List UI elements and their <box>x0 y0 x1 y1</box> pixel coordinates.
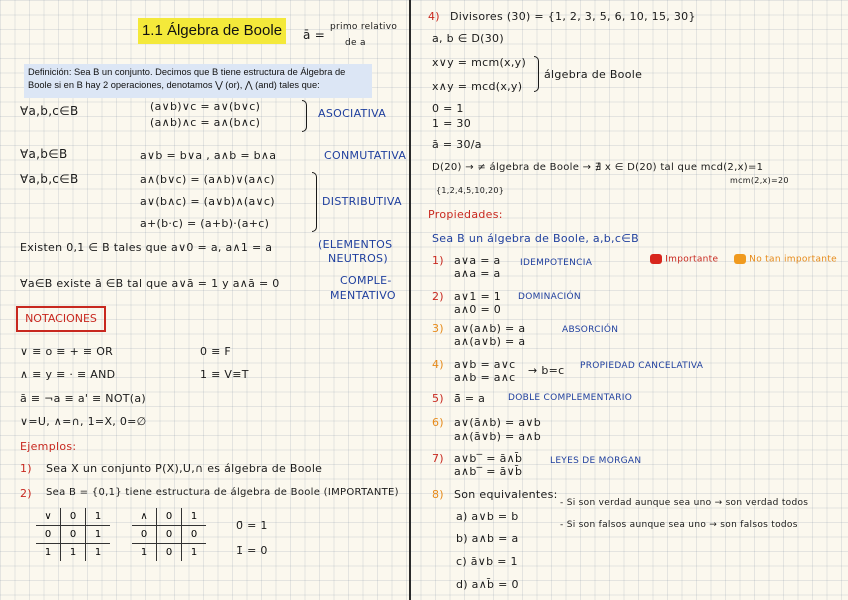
not-important-mark-icon <box>734 254 746 264</box>
prop2-f2: a∧0 = 0 <box>454 303 502 316</box>
notaciones-title: NOTACIONES <box>16 306 106 332</box>
divisors-30: Divisores (30) = {1, 2, 3, 5, 6, 10, 15, 30} <box>450 10 696 23</box>
dist-f1: a∧(b∨c) = (a∧b)∨(a∧c) <box>140 173 275 186</box>
alg-brace <box>534 56 539 92</box>
equiv-c: c) ā∨b = 1 <box>456 555 518 568</box>
prop2-f1: a∨1 = 1 <box>454 290 502 303</box>
conm-quant: ∀a,b∈B <box>20 147 68 161</box>
conm-label: CONMUTATIVA <box>324 149 407 162</box>
equiv-note-1: - Si son verdad aunque sea uno → son verdad todos <box>560 498 809 508</box>
assoc-f2: (a∧b)∧c = a∧(b∧c) <box>150 116 261 129</box>
equiv-d: d) a∧b̄ = 0 <box>456 578 519 591</box>
mcm-def: x∨y = mcm(x,y) <box>432 56 527 69</box>
legend-not-important: No tan importante <box>734 254 837 265</box>
neutral-text: Existen 0,1 ∈ B tales que a∨0 = a, a∧1 = a <box>20 241 273 254</box>
d20-mcm: mcm(2,x)=20 <box>730 176 789 185</box>
conm-f1: a∨b = b∨a , a∧b = b∧a <box>140 149 277 162</box>
prop3-f2: a∧(a∨b) = a <box>454 335 526 348</box>
prop3-label: ABSORCIÓN <box>562 325 619 335</box>
comp-label-1: COMPLE- <box>340 274 392 287</box>
page-title: 1.1 Álgebra de Boole <box>138 18 286 44</box>
equiv-b: b) a∧b = a <box>456 532 519 545</box>
definition-box <box>24 64 372 98</box>
assoc-quant: ∀a,b,c∈B <box>20 104 79 118</box>
equiv-note-2: - Si son falsos aunque sea uno → son falsos todos <box>560 520 798 530</box>
prop6-f1: a∨(ā∧b) = a∨b <box>454 416 542 429</box>
notation-right-2: 1 ≡ V≡T <box>200 368 249 381</box>
prop7-f1: a∨b‾ = ā∧b̄ <box>454 452 523 465</box>
ejemplos-title: Ejemplos: <box>20 440 77 453</box>
d20-set: {1,2,4,5,10,20} <box>436 186 505 195</box>
abar-note-1: primo relativo <box>330 22 398 32</box>
neutral-label-2: NEUTROS) <box>328 252 388 265</box>
abar-note-2: de a <box>345 38 366 48</box>
notation-2: ∧ ≡ y ≡ · ≡ AND <box>20 368 116 381</box>
assoc-f1: (a∨b)∨c = a∨(b∨c) <box>150 100 261 113</box>
notation-1: ∨ ≡ o ≡ + ≡ OR <box>20 345 114 358</box>
prop7-f2: a∧b‾ = ā∨b̄ <box>454 465 523 478</box>
assoc-label: ASOCIATIVA <box>318 107 387 120</box>
ab-in-d30: a, b ∈ D(30) <box>432 32 504 45</box>
definition-line-1: Definición: Sea B un conjunto. Decimos que B tiene estructura de Álgebra de <box>28 67 346 77</box>
prop1-f1: a∨a = a <box>454 254 501 267</box>
neutral-label-1: (ELEMENTOS <box>318 238 393 251</box>
abar-lhs: ā = <box>303 28 326 42</box>
prop4-f2: a∧b = a∧c <box>454 371 516 384</box>
comp-label-2: MENTATIVO <box>330 289 396 302</box>
abar-def: ā = 30/a <box>432 138 482 151</box>
prop-intro: Sea B un álgebra de Boole, a,b,c∈B <box>432 232 639 245</box>
comp-text: ∀a∈B existe ā ∈B tal que a∨ā = 1 y a∧ā = 0 <box>20 277 280 290</box>
important-mark-icon <box>650 254 662 264</box>
prop1-f2: a∧a = a <box>454 267 501 280</box>
definition-line-2: Boole si en B hay 2 operaciones, denotamos ⋁ (or), ⋀ (and) tales que: <box>28 80 320 90</box>
neg-zero: 0̄ = 1 <box>236 519 268 532</box>
dist-quant: ∀a,b,c∈B <box>20 172 79 186</box>
notation-4: ∨=U, ∧=∩, 1=X, 0=∅ <box>20 415 147 428</box>
equiv-a: a) a∨b = b <box>456 510 519 523</box>
prop5-f1: ā̄ = a <box>454 392 486 405</box>
prop4-label: PROPIEDAD CANCELATIVA <box>580 361 704 371</box>
dist-f3: a+(b·c) = (a+b)·(a+c) <box>140 217 270 230</box>
neg-one: 1̄ = 0 <box>236 544 268 557</box>
notation-right-1: 0 ≡ F <box>200 345 232 358</box>
dist-f2: a∨(b∧c) = (a∨b)∧(a∨c) <box>140 195 275 208</box>
prop4-mid: → b=c <box>528 364 565 377</box>
or-truth-table: ∨ 0 1 0 0 1 1 1 1 <box>36 508 110 561</box>
prop4-f1: a∨b = a∨c <box>454 358 516 371</box>
dist-brace <box>312 172 317 232</box>
notation-3: ā ≡ ¬a ≡ a' ≡ NOT(a) <box>20 392 147 405</box>
prop1-label: IDEMPOTENCIA <box>520 258 593 268</box>
and-truth-table: ∧ 0 1 0 0 0 1 0 1 <box>132 508 206 561</box>
ejemplo-2: Sea B = {0,1} tiene estructura de álgebra de Boole (IMPORTANTE) <box>46 487 399 498</box>
page-divider <box>409 0 411 600</box>
prop6-f2: a∧(ā∨b) = a∧b <box>454 430 542 443</box>
legend-important: Importante <box>650 254 718 265</box>
zero-def: 0 = 1 <box>432 102 464 115</box>
prop2-label: DOMINACIÓN <box>518 292 581 302</box>
dist-label: DISTRIBUTIVA <box>322 195 402 208</box>
ejemplo-1: Sea X un conjunto P(X),U,∩ es álgebra de Boole <box>46 462 323 475</box>
mcd-def: x∧y = mcd(x,y) <box>432 80 523 93</box>
one-def: 1 = 30 <box>432 117 472 130</box>
propiedades-title: Propiedades: <box>428 208 503 221</box>
prop7-label: LEYES DE MORGAN <box>550 456 642 466</box>
d20-text: D(20) → ≠ álgebra de Boole → ∄ x ∈ D(20) tal que mcd(2,x)=1 <box>432 162 764 173</box>
prop5-label: DOBLE COMPLEMENTARIO <box>508 393 633 403</box>
prop8-f1: Son equivalentes: <box>454 488 558 501</box>
assoc-brace <box>302 100 307 132</box>
alg-label: álgebra de Boole <box>544 68 643 81</box>
prop3-f1: a∨(a∧b) = a <box>454 322 526 335</box>
